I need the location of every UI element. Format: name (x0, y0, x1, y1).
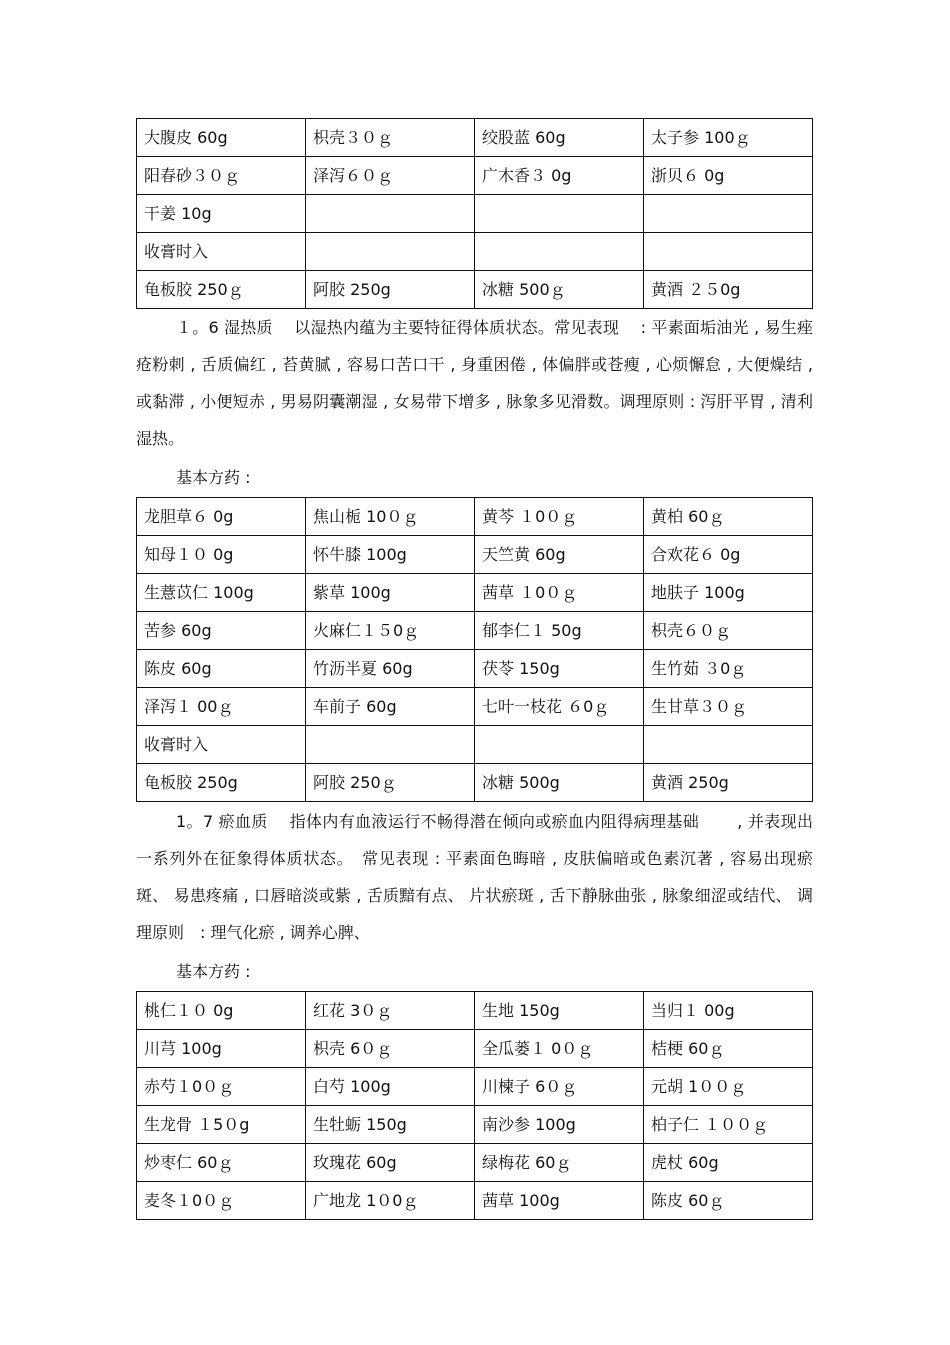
table-cell: 生牡蛎 150g (306, 1106, 475, 1144)
table-cell: 桃仁１０ 0g (137, 992, 306, 1030)
table-cell: 川芎 100g (137, 1030, 306, 1068)
table-cell: 郁李仁１ 50g (475, 612, 644, 650)
table-cell: 龙胆草６ 0g (137, 498, 306, 536)
table-row (137, 1182, 813, 1220)
table-cell: 七叶一枝花 ６0ｇ (475, 688, 644, 726)
table-cell: 苦参 60g (137, 612, 306, 650)
table-cell: 虎杖 60g (644, 1144, 813, 1182)
table-cell: 泽泻１ 00ｇ (137, 688, 306, 726)
table-cell: 阳春砂３０ｇ (137, 157, 306, 195)
table-cell: 赤芍１0０ｇ (137, 1068, 306, 1106)
table-cell: 浙贝６ 0g (644, 157, 813, 195)
table-cell: 怀牛膝 100g (306, 536, 475, 574)
table-cell: 阿胶 250ｇ (306, 764, 475, 802)
table-cell (306, 726, 475, 764)
table-cell: 大腹皮 60g (137, 119, 306, 157)
table-row (137, 1068, 813, 1106)
table-row (137, 612, 813, 650)
table-row (137, 764, 813, 802)
table-cell: 柏子仁 １００ｇ (644, 1106, 813, 1144)
table-row (137, 536, 813, 574)
table-cell: 元胡 1００ｇ (644, 1068, 813, 1106)
table-cell: 红花 3０ｇ (306, 992, 475, 1030)
table-cell: 枳壳６０ｇ (644, 612, 813, 650)
table-cell (306, 233, 475, 271)
table-cell: 竹沥半夏 60g (306, 650, 475, 688)
table-cell: 知母１０ 0g (137, 536, 306, 574)
table-cell (644, 726, 813, 764)
table-cell: 泽泻６０ｇ (306, 157, 475, 195)
table-row (137, 726, 813, 764)
table-cell: 生薏苡仁 100g (137, 574, 306, 612)
table-cell: 枳壳３０ｇ (306, 119, 475, 157)
table-row (137, 650, 813, 688)
table-cell: 广地龙 1０0ｇ (306, 1182, 475, 1220)
table-cell: 全瓜蒌１ 0０ｇ (475, 1030, 644, 1068)
table-cell: 太子参 100ｇ (644, 119, 813, 157)
table-cell: 合欢花６ 0g (644, 536, 813, 574)
table-cell: 生龙骨 １5０g (137, 1106, 306, 1144)
table-cell: 收膏时入 (137, 726, 306, 764)
table-cell: 当归１ 00g (644, 992, 813, 1030)
table-row (137, 195, 813, 233)
table-cell: 收膏时入 (137, 233, 306, 271)
table-cell: 地肤子 100g (644, 574, 813, 612)
table-cell: 广木香３ 0g (475, 157, 644, 195)
table-row (137, 271, 813, 309)
table-cell (644, 195, 813, 233)
table-cell: 火麻仁１５0ｇ (306, 612, 475, 650)
table-cell (644, 233, 813, 271)
herb-table-2 (136, 497, 813, 802)
section-1-7-paragraph: 1。7 瘀血质 指体内有血液运行不畅得潜在倾向或瘀血内阻得病理基础 , 并表现出一系列外在征象得体质状态。 常见表现 : 平素面色晦暗 , 皮肤偏暗或色素沉著 , 容易出现瘀斑、 易患疼痛 , 口唇暗淡或紫 , 舌质黯有点、 片状瘀斑 , 舌下静脉曲张 , 脉象细涩或结代、 调理原则 : 理气化瘀 , 调养心脾、 (136, 812, 813, 942)
table-cell: 茯苓 150g (475, 650, 644, 688)
table-cell: 冰糖 500ｇ (475, 271, 644, 309)
herb-table-3 (136, 991, 813, 1220)
table-cell: 焦山栀 10０ｇ (306, 498, 475, 536)
table-row (137, 1030, 813, 1068)
table-cell: 冰糖 500g (475, 764, 644, 802)
table-cell: 黄柏 60ｇ (644, 498, 813, 536)
table-cell: 生地 150g (475, 992, 644, 1030)
table-cell: 南沙参 100g (475, 1106, 644, 1144)
table-cell: 生甘草３０ｇ (644, 688, 813, 726)
table-cell: 阿胶 250g (306, 271, 475, 309)
table-cell (475, 233, 644, 271)
table-cell: 生竹茹 ３0ｇ (644, 650, 813, 688)
table-row (137, 1144, 813, 1182)
table-row (137, 992, 813, 1030)
table-cell: 茜草 100g (475, 1182, 644, 1220)
table-cell: 陈皮 60ｇ (644, 1182, 813, 1220)
section-1-6-subheading: 基本方药 : (176, 468, 251, 487)
table-cell (475, 726, 644, 764)
table-cell: 黄芩 １0０ｇ (475, 498, 644, 536)
table-cell: 麦冬１0０ｇ (137, 1182, 306, 1220)
table-cell: 枳壳 6０ｇ (306, 1030, 475, 1068)
herb-table-1 (136, 118, 813, 309)
table-row (137, 688, 813, 726)
table-cell: 龟板胶 250ｇ (137, 271, 306, 309)
table-cell: 龟板胶 250g (137, 764, 306, 802)
table-row (137, 498, 813, 536)
section-1-6-paragraph: １。6 湿热质 以湿热内蕴为主要特征得体质状态。常见表现 : 平素面垢油光 , 易生痤疮粉刺 , 舌质偏红 , 苔黄腻 , 容易口苦口干 , 身重困倦 , 体偏胖或苍瘦 , 心烦懈怠 , 大便燥结 , 或黏滞 , 小便短赤 , 男易阴囊潮湿 , 女易带下增多 , 脉象多见滑数。调理原则 : 泻肝平胃 , 清利湿热。 (136, 318, 813, 448)
table-cell: 黄酒 ２５0g (644, 271, 813, 309)
table-row (137, 574, 813, 612)
table-cell (475, 195, 644, 233)
table-row (137, 157, 813, 195)
table-cell: 绞股蓝 60g (475, 119, 644, 157)
table-cell: 绿梅花 60ｇ (475, 1144, 644, 1182)
table-row (137, 233, 813, 271)
table-cell: 干姜 10g (137, 195, 306, 233)
table-cell: 陈皮 60g (137, 650, 306, 688)
table-cell: 紫草 100g (306, 574, 475, 612)
table-row (137, 1106, 813, 1144)
table-cell: 炒枣仁 60ｇ (137, 1144, 306, 1182)
table-cell: 车前子 60g (306, 688, 475, 726)
table-cell: 川楝子 6０ｇ (475, 1068, 644, 1106)
table-row (137, 119, 813, 157)
table-cell: 茜草 １0０ｇ (475, 574, 644, 612)
table-cell: 黄酒 250g (644, 764, 813, 802)
table-cell: 桔梗 60ｇ (644, 1030, 813, 1068)
table-cell: 白芍 100g (306, 1068, 475, 1106)
section-1-7-subheading: 基本方药 : (176, 962, 251, 981)
table-cell: 天竺黄 60g (475, 536, 644, 574)
table-cell: 玫瑰花 60g (306, 1144, 475, 1182)
table-cell (306, 195, 475, 233)
